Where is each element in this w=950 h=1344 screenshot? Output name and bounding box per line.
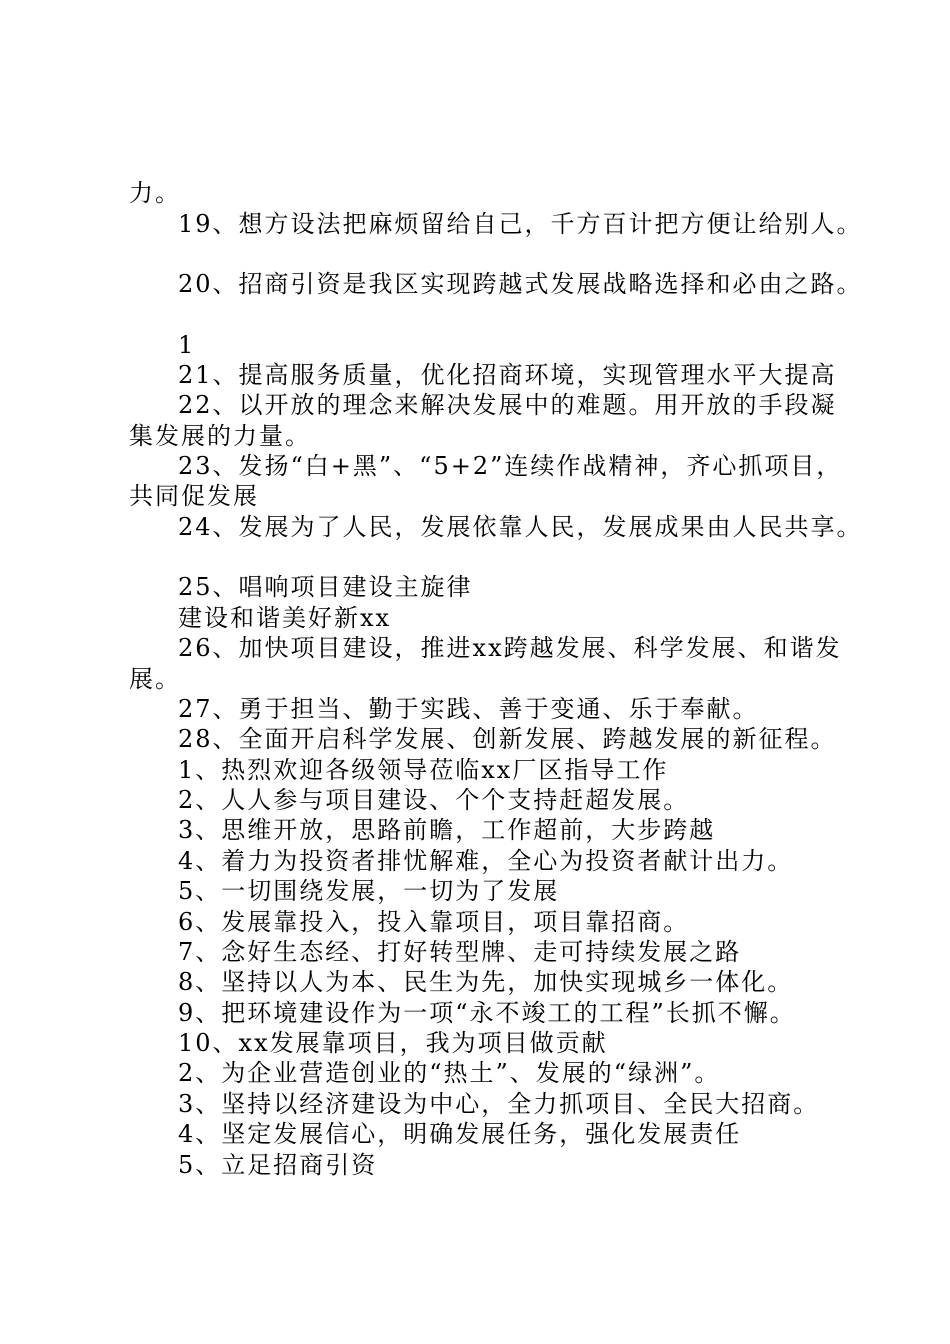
text-line: 2、人人参与项目建设、个个支持赶超发展。 <box>178 786 690 814</box>
page-number: 1 <box>178 331 196 359</box>
text-line: 27、勇于担当、勤于实践、善于变通、乐于奉献。 <box>178 695 759 723</box>
text-line: 展。 <box>129 665 181 693</box>
text-line: 5、立足招商引资 <box>178 1151 378 1179</box>
text-line: 10、xx发展靠项目，我为项目做贡献 <box>178 1029 608 1057</box>
text-line: 力。 <box>129 179 181 207</box>
text-line: 共同促发展 <box>129 482 259 510</box>
text-line: 21、提高服务质量，优化招商环境，实现管理水平大提高 <box>178 361 837 389</box>
text-line: 集发展的力量。 <box>129 422 311 450</box>
text-line: 建设和谐美好新xx <box>178 604 392 632</box>
text-line: 1、热烈欢迎各级领导莅临xx厂区指导工作 <box>178 756 669 784</box>
text-line: 7、念好生态经、打好转型牌、走可持续发展之路 <box>178 938 742 966</box>
text-line: 20、招商引资是我区实现跨越式发展战略选择和必由之路。 <box>178 270 863 298</box>
text-line: 3、坚持以经济建设为中心，全力抓项目、全民大招商。 <box>178 1090 820 1118</box>
text-line: 4、着力为投资者排忧解难，全心为投资者献计出力。 <box>178 847 794 875</box>
text-line: 2、为企业营造创业的“热土”、发展的“绿洲”。 <box>178 1059 721 1087</box>
text-line: 28、全面开启科学发展、创新发展、跨越发展的新征程。 <box>178 725 837 753</box>
text-line: 22、以开放的理念来解决发展中的难题。用开放的手段凝 <box>178 391 837 419</box>
text-line: 4、坚定发展信心，明确发展任务，强化发展责任 <box>178 1120 742 1148</box>
text-line: 23、发扬“白+黑”、“5+2”连续作战精神，齐心抓项目， <box>178 452 843 480</box>
text-line: 3、思维开放，思路前瞻，工作超前，大步跨越 <box>178 816 716 844</box>
text-line: 8、坚持以人为本、民生为先，加快实现城乡一体化。 <box>178 968 794 996</box>
text-line: 5、一切围绕发展，一切为了发展 <box>178 877 560 905</box>
text-line: 9、把环境建设作为一项“永不竣工的工程”长抓不懈。 <box>178 999 796 1027</box>
text-line: 24、发展为了人民，发展依靠人民，发展成果由人民共享。 <box>178 513 863 541</box>
text-line: 6、发展靠投入，投入靠项目，项目靠招商。 <box>178 908 690 936</box>
text-line: 25、唱响项目建设主旋律 <box>178 573 473 601</box>
text-line: 19、想方设法把麻烦留给自己，千方百计把方便让给别人。 <box>178 210 863 238</box>
text-line: 26、加快项目建设，推进xx跨越发展、科学发展、和谐发 <box>178 634 842 662</box>
